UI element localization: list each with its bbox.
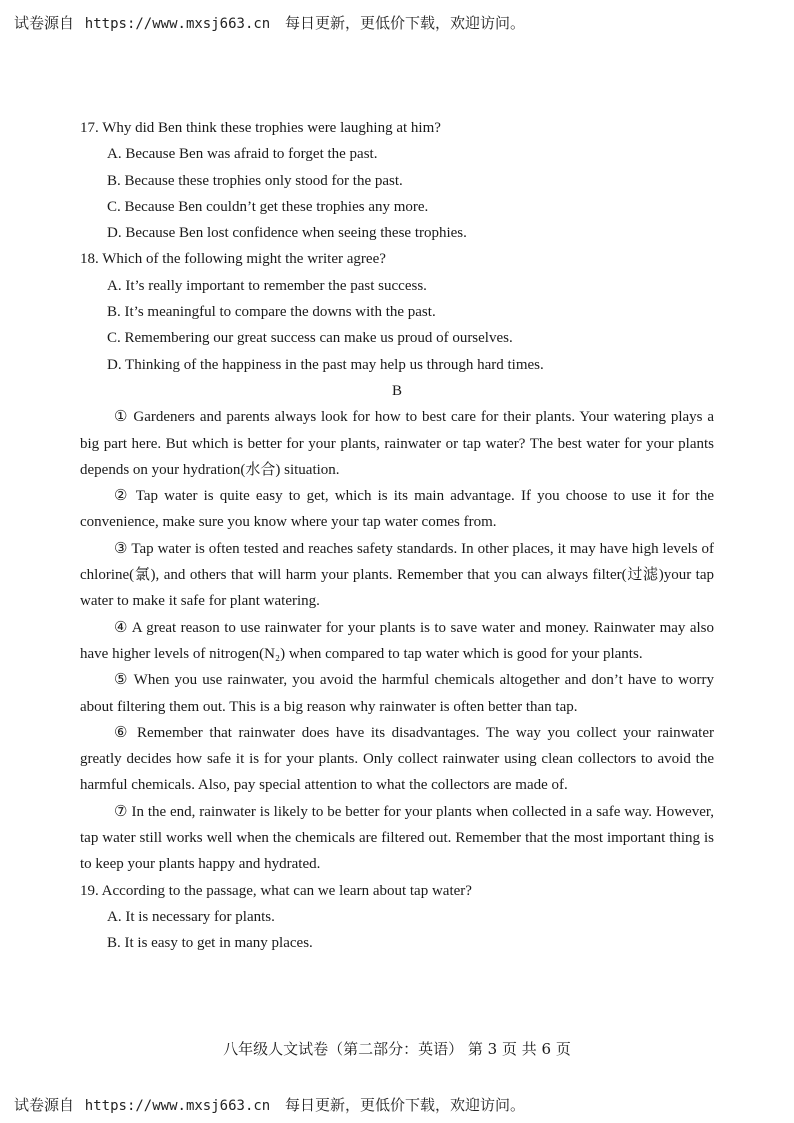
passage-paragraph-1: ① Gardeners and parents always look for how to best care for their plants. Your watering plays a big part here. But which is better for your plants, rainwater or tap water? The best water for your plants depends on your hydration(水合) situation. <box>80 409 714 478</box>
question-17-option-b: B. Because these trophies only stood for the past. <box>107 172 403 189</box>
passage-paragraph-3: ③ Tap water is often tested and reaches safety standards. In other places, it may have high levels of chlorine(氯), and others that will harm your plants. Remember that you can always filter(过滤)your tap water to make it safe for plant watering. <box>80 540 714 610</box>
question-17-stem: 17. Why did Ben think these trophies were laughing at him? <box>80 120 441 136</box>
section-b-heading: B <box>391 382 402 399</box>
passage-paragraph-2: ② Tap water is quite easy to get, which is its main advantage. If you choose to use it for the convenience, make sure you know where your tap water comes from. <box>80 488 714 531</box>
question-18-stem: 18. Which of the following might the writer agree? <box>80 251 386 268</box>
question-19-option-a: A. It is necessary for plants. <box>107 908 275 925</box>
question-19-option-b: B. It is easy to get in many places. <box>107 935 313 952</box>
passage-paragraph-7: ⑦ In the end, rainwater is likely to be better for your plants when collected in a safe way. However, tap water still works well when the chemicals are filtered out. Remember that the most important thing is to keep your plants happy and hydrated. <box>80 803 714 873</box>
question-17-option-d: D. Because Ben lost confidence when seeing these trophies. <box>107 225 467 242</box>
passage-paragraph-5: ⑤ When you use rainwater, you avoid the harmful chemicals altogether and don’t have to worry about filtering them out. This is a big reason why rainwater is often better than tap. <box>80 672 714 715</box>
question-18-option-b: B. It’s meaningful to compare the downs with the past. <box>107 304 436 321</box>
banner-source-label: 试卷源自 <box>14 1096 75 1114</box>
question-19-stem: 19. According to the passage, what can we learn about tap water? <box>80 882 472 899</box>
banner-url-link[interactable]: https://www.mxsj663.cn <box>84 16 271 32</box>
page-content <box>80 115 714 957</box>
passage-paragraph-6: ⑥ Remember that rainwater does have its disadvantages. The way you collect your rainwater greatly decides how safe it is for your plants. Only collect rainwater using clean collectors to avoid the harmful chemicals. Also, pay special attention to what the collectors are made of. <box>80 724 714 794</box>
banner-slogan: 每日更新，更低价下载，欢迎访问。 <box>285 1096 526 1114</box>
question-18-option-a: A. It’s really important to remember the past success. <box>107 277 427 294</box>
banner-source-label: 试卷源自 <box>14 14 75 32</box>
question-17-option-a: A. Because Ben was afraid to forget the past. <box>107 146 378 163</box>
banner-url-link[interactable]: https://www.mxsj663.cn <box>84 1098 271 1114</box>
source-banner-top <box>14 12 525 33</box>
passage-paragraph-4: ④ A great reason to use rainwater for your plants is to save water and money. Rainwater may also have higher levels of nitrogen(N₂) when compared to tap water which is good for your plants. <box>80 619 714 662</box>
page-footer: 八年级人文试卷（第二部分：英语） 第 3 页 共 6 页 <box>223 1040 571 1058</box>
question-18-option-c: C. Remembering our great success can make us proud of ourselves. <box>107 330 513 347</box>
question-17-option-c: C. Because Ben couldn’t get these trophies any more. <box>107 198 429 215</box>
source-banner-bottom <box>14 1094 525 1115</box>
question-18-option-d: D. Thinking of the happiness in the past may help us through hard times. <box>107 356 544 373</box>
banner-slogan: 每日更新，更低价下载，欢迎访问。 <box>285 14 526 32</box>
